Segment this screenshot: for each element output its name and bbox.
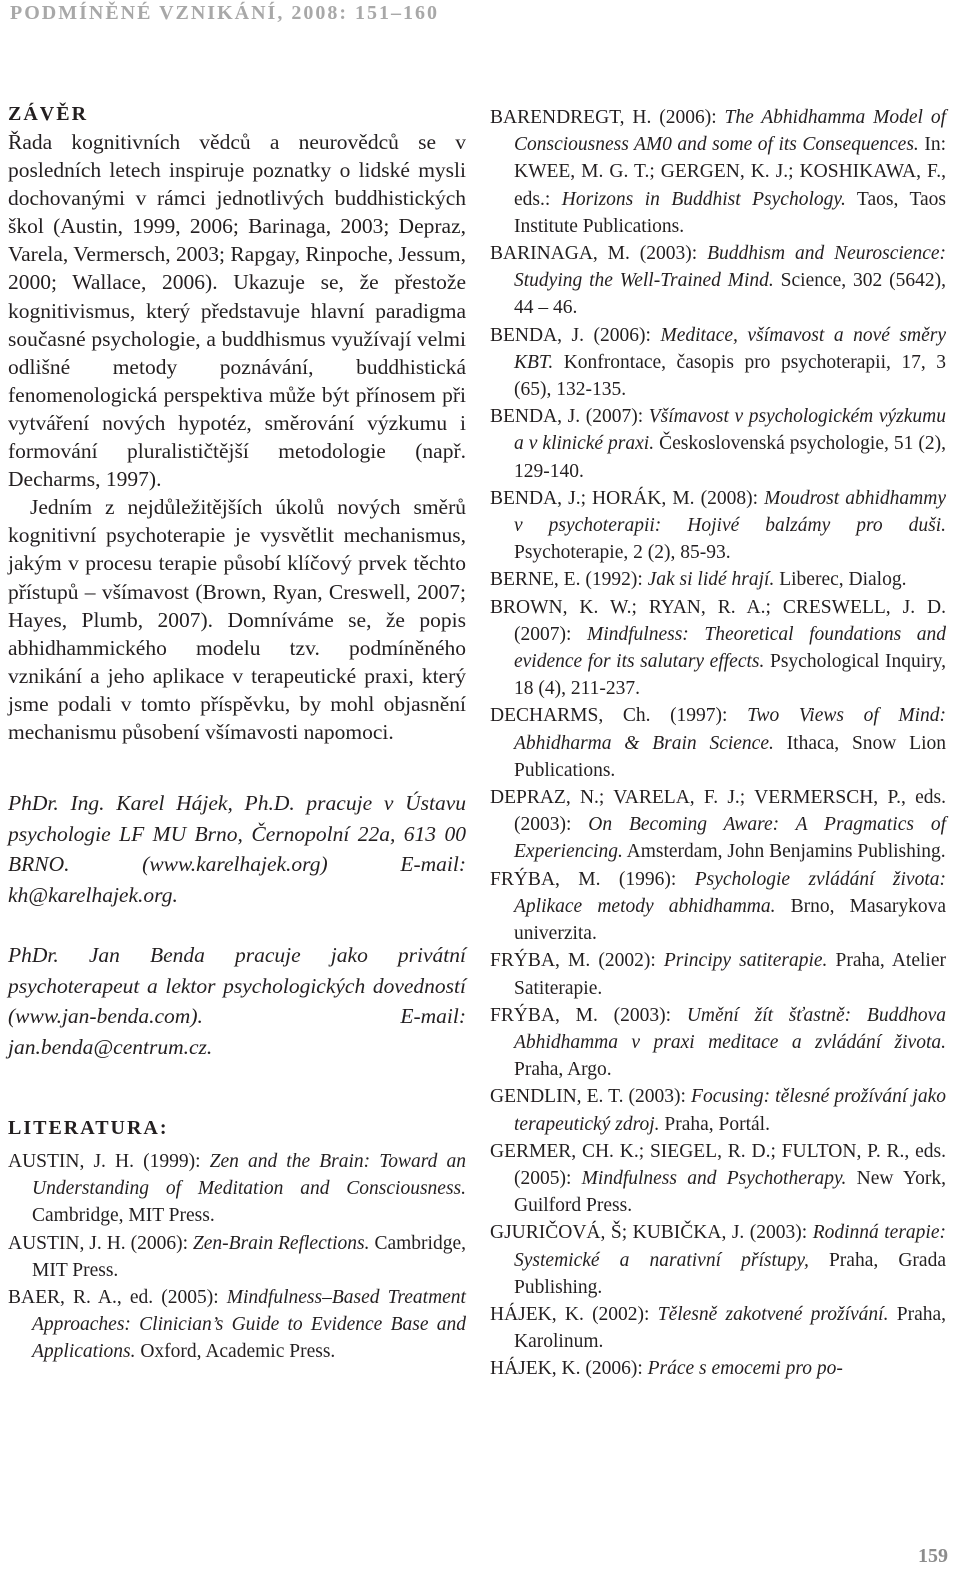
reference-item <box>8 1284 466 1366</box>
reference-item <box>490 594 946 703</box>
reference-text: FRÝBA, M. (2002): <box>490 950 664 972</box>
right-column <box>490 104 946 1383</box>
author-note-hajek: PhDr. Ing. Karel Hájek, Ph.D. pracuje v Ústavu psychologie LF MU Brno, Černopolní 22a, 613 00 BRNO. (www.karelhajek.org) E-mail: kh@karelhajek.org. <box>8 791 466 907</box>
reference-text: FRÝBA, M. (2003): <box>490 1004 687 1026</box>
reference-item <box>490 702 946 784</box>
reference-item <box>490 566 946 593</box>
reference-title: Jak si lidé hrají. <box>647 569 775 591</box>
reference-text: HÁJEK, K. (2006): <box>490 1358 648 1380</box>
reference-item <box>490 1138 946 1220</box>
reference-item <box>490 240 946 322</box>
reference-item <box>490 1355 946 1382</box>
literature-heading: LITERATURA: <box>8 1117 169 1140</box>
reference-title: Two Views of Mind: Abhidharma & Brain Science. <box>514 705 946 754</box>
reference-text: Cambridge, MIT Press. <box>32 1232 466 1281</box>
reference-text: GENDLIN, E. T. (2003): <box>490 1086 692 1108</box>
reference-item <box>490 784 946 866</box>
reference-title: Zen-Brain Reflections. <box>192 1232 370 1254</box>
page-number: 159 <box>918 1545 948 1567</box>
conclusion-paragraph: Řada kognitivních vědců a neurovědců se v posledních letech inspiruje poznatky o lidské mysli dochovanými v rámci jednotlivých buddhistických škol (Austin, 1999, 2006; Barinaga, 2003; Depraz, Varela, Vermersch, 2003; Rapgay, Rinpoche, Jessum, 2000; Wallace, 2006). Ukazuje se, že přestože kognitivismus, který představuje hlavní paradigma současné psychologie, a buddhismus využívají velmi odlišné metody poznávání, buddhistická fenomenologická perspektiva může být přínosem při vytváření nových hypotéz, směrování výzkumu i formování pluralističtější metodologie (např. Decharms, 1997). <box>8 130 466 492</box>
reference-text: New York, Guilford Press. <box>514 1167 946 1217</box>
reference-text: Psychoterapie, 2 (2), 85-93. <box>514 542 731 564</box>
reference-item <box>490 1301 946 1355</box>
reference-item <box>490 866 946 948</box>
reference-list-left <box>8 1148 466 1366</box>
reference-title: Tělesně zakotvené prožívání. <box>657 1303 889 1325</box>
reference-text: Oxford, Academic Press. <box>135 1341 336 1363</box>
reference-list-right <box>490 104 946 1383</box>
reference-title: Mindfulness: Theoretical foundations and evidence for its salutary effects. <box>514 623 946 673</box>
reference-title: Všímavost v psychologickém výzkumu a v klinické praxi. <box>514 406 946 455</box>
reference-title: On Becoming Aware: A Pragmatics of Experiencing. <box>514 814 946 863</box>
reference-title: Práce s emocemi pro po- <box>647 1358 843 1380</box>
reference-text: BENDA, J. (2006): <box>490 324 661 346</box>
reference-title: Mindfulness–Based Treatment Approaches: Clinician’s Guide to Evidence Base and Applications. <box>32 1287 466 1363</box>
reference-title: Rodinná terapie: Systemické a narativní přístupy, <box>514 1222 946 1271</box>
reference-item <box>490 322 946 404</box>
reference-item <box>490 1219 946 1301</box>
reference-title: Moudrost abhidhammy v psychoterapii: Hojivé balzámy pro duši. <box>514 487 946 537</box>
reference-text: GJURIČOVÁ, Š; KUBIČKA, J. (2003): <box>490 1222 813 1244</box>
conclusion-heading: ZÁVĚR <box>8 103 89 125</box>
reference-item <box>490 947 946 1001</box>
reference-text: Taos, Taos Institute Publications. <box>514 188 946 237</box>
left-column <box>8 100 466 1366</box>
reference-text: BROWN, K. W.; RYAN, R. A.; CRESWELL, J. D. (2007): <box>490 596 946 645</box>
reference-title: Mindfulness and Psychotherapy. <box>581 1167 847 1189</box>
reference-text: Amsterdam, John Benjamins Publishing. <box>622 841 946 863</box>
reference-text: In: KWEE, M. G. T.; GERGEN, K. J.; KOSHIKAWA, F., eds.: <box>514 134 946 210</box>
reference-text: BARINAGA, M. (2003): <box>490 243 708 265</box>
reference-text: Praha, Karolinum. <box>514 1303 947 1353</box>
reference-title: Meditace, všímavost a nové směry KBT. <box>514 324 946 373</box>
reference-item <box>8 1230 466 1284</box>
reference-text: Československá psychologie, 51 (2), 129-140. <box>514 433 946 482</box>
reference-title: Zen and the Brain: Toward an Understanding of Meditation and Consciousness. <box>32 1151 466 1200</box>
reference-title: Psychologie zvládání života: Aplikace metody abhidhamma. <box>514 868 946 917</box>
reference-title: Buddhism and Neuroscience: Studying the Well-Trained Mind. <box>514 243 946 292</box>
conclusion-paragraph: Jedním z nejdůležitějších úkolů nových směrů kognitivní psychoterapie je vysvětlit mechanismus, jakým v procesu terapie působí klíčový prvek těchto přístupů – všímavost (Brown, Ryan, Creswell, 2007; Hayes, Plumb, 2007). Domníváme se, že popis abhidhammického modelu tzv. podmíněného vznikání a jeho aplikace v terapeutické praxi, který jsme podali v tomto příspěvku, by mohl objasnění mechanismu působení všímavosti napomoci. <box>8 495 466 744</box>
reference-text: HÁJEK, K. (2002): <box>490 1303 658 1325</box>
reference-text: Cambridge, MIT Press. <box>32 1205 215 1227</box>
reference-title: Focusing: tělesné prožívání jako terapeutický zdroj. <box>514 1086 946 1135</box>
reference-item <box>490 104 946 240</box>
reference-text: Psychological Inquiry, 18 (4), 211-237. <box>514 651 946 700</box>
reference-text: Science, 302 (5642), 44 – 46. <box>514 270 946 319</box>
reference-text: DEPRAZ, N.; VARELA, F. J.; VERMERSCH, P., eds. (2003): <box>490 787 946 836</box>
reference-title: Principy satiterapie. <box>663 950 828 972</box>
author-note-benda: PhDr. Jan Benda pracuje jako privátní psychoterapeut a lektor psychologických dovedností (www.jan-benda.com). E-mail: jan.benda@centrum.cz. <box>8 943 466 1059</box>
reference-text: DECHARMS, Ch. (1997): <box>490 705 748 727</box>
reference-text: GERMER, CH. K.; SIEGEL, R. D.; FULTON, P. R., eds. (2005): <box>490 1140 946 1189</box>
reference-text: AUSTIN, J. H. (1999): <box>8 1151 210 1173</box>
reference-text: BENDA, J.; HORÁK, M. (2008): <box>490 487 765 509</box>
reference-item <box>490 485 946 567</box>
reference-text: FRÝBA, M. (1996): <box>490 868 695 890</box>
reference-text: Liberec, Dialog. <box>774 569 907 591</box>
reference-item <box>490 1002 946 1084</box>
running-header: PODMÍNĚNÉ VZNIKÁNÍ, 2008: 151–160 <box>10 2 439 24</box>
reference-text: BARENDREGT, H. (2006): <box>490 107 725 128</box>
reference-text: Praha, Argo. <box>514 1059 612 1081</box>
reference-title: The Abhidhamma Model of Consciousness AM0 and some of its Consequences. <box>514 107 946 156</box>
reference-text: Praha, Portál. <box>659 1113 770 1135</box>
reference-item <box>8 1148 466 1230</box>
reference-item <box>490 1083 946 1137</box>
reference-text: BENDA, J. (2007): <box>490 406 649 428</box>
reference-text: AUSTIN, J. H. (2006): <box>8 1232 193 1254</box>
reference-text: Praha, Grada Publishing. <box>514 1249 946 1298</box>
reference-text: Ithaca, Snow Lion Publications. <box>514 732 946 781</box>
reference-title: Umění žít šťastně: Buddhova Abhidhamma v praxi meditace a zvládání života. <box>514 1004 946 1053</box>
reference-text: Praha, Atelier Satiterapie. <box>514 950 946 999</box>
reference-title: Horizons in Buddhist Psychology. <box>561 188 846 210</box>
reference-text: Konfrontace, časopis pro psychoterapii, 17, 3 (65), 132-135. <box>514 351 946 401</box>
reference-text: Brno, Masarykova univerzita. <box>514 895 946 945</box>
reference-item <box>490 403 946 485</box>
reference-text: BERNE, E. (1992): <box>490 569 648 591</box>
reference-text: BAER, R. A., ed. (2005): <box>8 1287 227 1309</box>
